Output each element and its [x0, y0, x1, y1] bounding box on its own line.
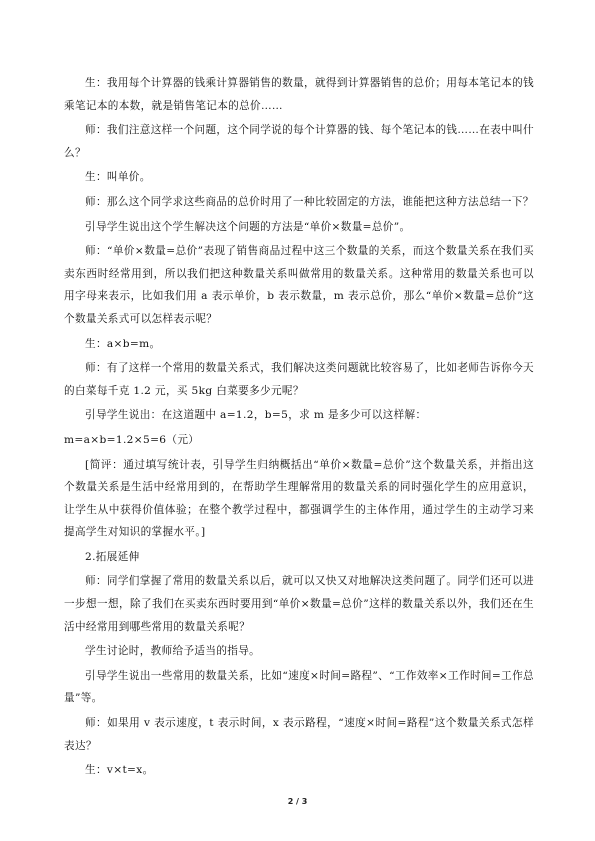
paragraph-student-unit-price: 生：叫单价。: [85, 171, 151, 184]
paragraph-guide-solution: 引导学生说出：在这道题中 a=1.2，b=5，求 m 是多少可以这样解：: [85, 409, 427, 422]
paragraph-student-abm: 生：a×b=m。: [85, 337, 161, 350]
document-body: [64, 72, 534, 784]
paragraph-teacher-relation-letters: 师：“单价×数量=总价”表现了销售商品过程中这三个数量的关系，而这个数量关系在我们买卖东西时经常用到，所以我们把这种数量关系叫做常用的数量关系。这种常用的数量关系也可以用字母来表示，比如我们用 a 表示单价，b 表示数量，m 表示总价，那么“单价×数量=总价”这个数量关系式可以怎样表示呢？: [64, 245, 534, 325]
paragraph-guide-formula: 引导学生说出这个学生解决这个问题的方法是“单价×数量=总价”。: [85, 220, 411, 233]
page-number: 2 / 3: [287, 797, 308, 806]
paragraph-formula-solution: m=a×b=1.2×5=6（元）: [64, 433, 200, 446]
paragraph-teacher-vtx: 师：如果用 v 表示速度，t 表示时间，x 表示路程，“速度×时间=路程”这个数量关系式怎样表达？: [64, 717, 534, 752]
paragraph-teacher-summarize: 师：那么这个同学求这些商品的总价时用了一种比较固定的方法，谁能把这种方法总结一下？: [85, 195, 534, 208]
paragraph-teacher-other-relations: 师：同学们掌握了常用的数量关系以后，就可以又快又对地解决这类问题了。同学们还可以进一步想一想，除了我们在买卖东西时要用到“单价×数量=总价”这样的数量关系以外，我们还在生活中经常用到哪些常用的数量关系呢？: [64, 575, 534, 633]
paragraph-brief-comment: [简评：通过填写统计表，引导学生归纳概括出“单价×数量=总价”这个数量关系，并指出这个数量关系是生活中经常用到的，在帮助学生理解常用的数量关系的同时强化学生的应用意识，让学生从中获得价值体验；在整个教学过程中，都强调学生的主体作用，通过学生的主动学习来提高学生对知识的掌握水平。]: [64, 458, 534, 539]
paragraph-teacher-cabbage-example: 师：有了这样一个常用的数量关系式，我们解决这类问题就比较容易了，比如老师告诉你今天的白菜每千克 1.2 元，买 5kg 白菜要多少元呢？: [64, 362, 534, 397]
paragraph-student-answer-total-price: 生：我用每个计算器的钱乘计算器销售的数量，就得到计算器销售的总价；用每本笔记本的钱乘笔记本的本数，就是销售笔记本的总价……: [64, 77, 534, 112]
paragraph-guide-common-relations: 引导学生说出一些常用的数量关系，比如“速度×时间=路程”、“工作效率×工作时间=工作总量”等。: [64, 669, 534, 705]
paragraph-student-discussion: 学生讨论时，教师给予适当的指导。: [85, 645, 261, 658]
paragraph-teacher-question-unit-price: 师：我们注意这样一个问题，这个同学说的每个计算器的钱、每个笔记本的钱……在表中叫什么？: [64, 124, 534, 159]
paragraph-student-vtx: 生：v×t=x。: [85, 764, 154, 777]
section-heading-extension: 2.拓展延伸: [85, 550, 140, 563]
